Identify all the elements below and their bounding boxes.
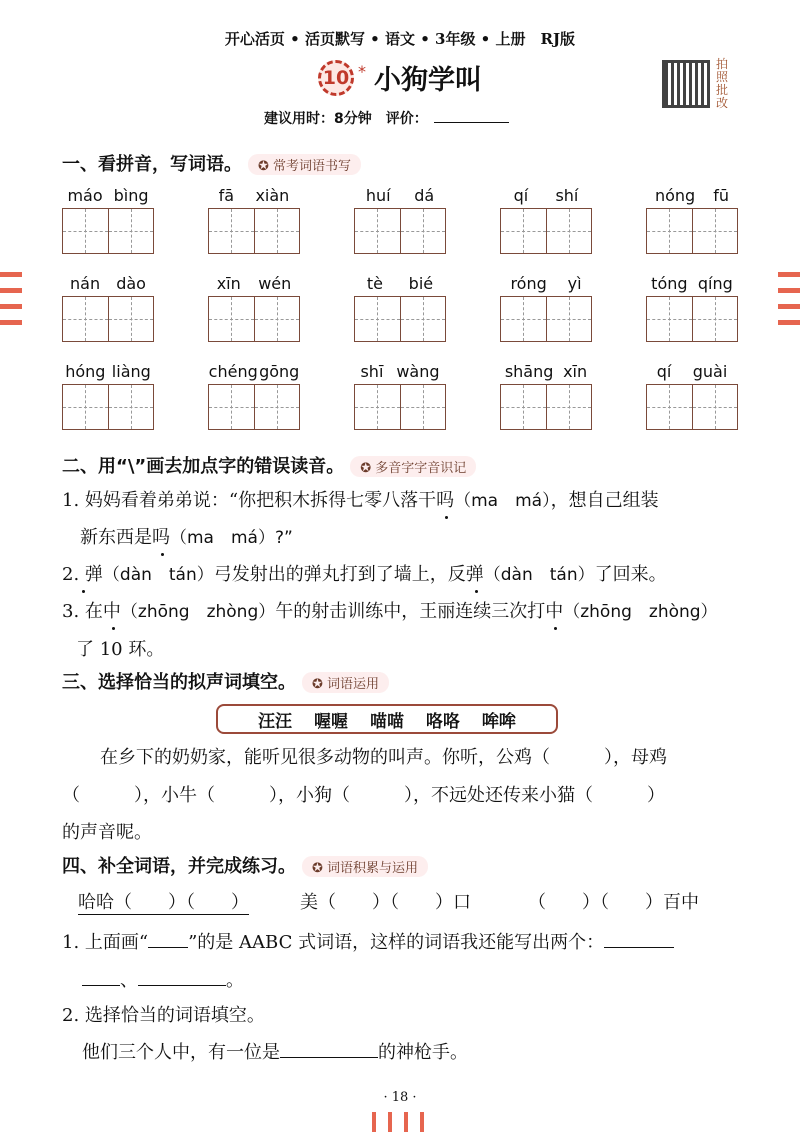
- word-box[interactable]: [500, 274, 592, 342]
- tian-cell[interactable]: [401, 385, 446, 429]
- bank-word: 汪汪: [258, 711, 292, 732]
- tian-cell[interactable]: [109, 385, 154, 429]
- answer-blank[interactable]: [280, 1057, 378, 1058]
- question-4-2: 2. 选择恰当的词语填空。: [62, 1005, 265, 1026]
- question-4-1: 1. 上面画“ ”的是 AABC 式词语，这样的词语我还能写出两个：: [62, 928, 674, 954]
- bottom-mark: [404, 1112, 408, 1132]
- pinyin-choice[interactable]: （dàn tán）: [483, 565, 595, 585]
- tian-cell[interactable]: [693, 385, 738, 429]
- pinyin: chéng gōng: [208, 362, 300, 381]
- page-number: · 18 ·: [383, 1090, 417, 1105]
- bank-word: 哞哞: [482, 711, 516, 732]
- writing-grid[interactable]: [646, 208, 738, 254]
- tian-cell[interactable]: [647, 385, 693, 429]
- dotted-char: 中: [545, 597, 563, 623]
- question-2-1-cont: 新东西是吗（ma má）?”: [80, 523, 293, 549]
- answer-blank[interactable]: [604, 947, 674, 948]
- tian-cell[interactable]: [501, 385, 547, 429]
- dotted-char: 吗: [152, 523, 170, 549]
- writing-grid[interactable]: [208, 384, 300, 430]
- word-box[interactable]: [354, 362, 446, 430]
- writing-grid[interactable]: [354, 208, 446, 254]
- section2-heading: [62, 452, 476, 478]
- qr-code-icon[interactable]: [662, 60, 710, 108]
- section-title: 一、看拼音，写词语。: [62, 154, 242, 175]
- pinyin: róng yì: [510, 274, 582, 293]
- time-evaluation: [264, 108, 509, 128]
- side-mark: [0, 304, 22, 309]
- time-label: 建议用时：8分钟 评价：: [264, 111, 428, 127]
- side-mark: [778, 320, 800, 325]
- writing-grid[interactable]: [500, 384, 592, 430]
- tian-cell[interactable]: [547, 209, 592, 253]
- tian-cell[interactable]: [547, 385, 592, 429]
- lesson-number-badge: 10: [318, 60, 354, 96]
- section-title: 三、选择恰当的拟声词填空。: [62, 672, 296, 693]
- question-4-1-cont: 、 。: [82, 966, 244, 992]
- tian-cell[interactable]: [693, 297, 738, 341]
- question-2-3: 3. 在中（zhōng zhòng）午的射击训练中，王丽连续三次打中（zhōng zhòng） 了 10 环。: [62, 597, 762, 661]
- bank-word: 喔喔: [314, 711, 348, 732]
- bottom-mark: [388, 1112, 392, 1132]
- passage-line: 的声音呢。: [62, 822, 152, 843]
- word-box[interactable]: [646, 186, 738, 254]
- pinyin: qí shí: [513, 186, 579, 205]
- word-bank: [216, 704, 558, 734]
- pinyin-choice[interactable]: （ma má）?”: [170, 528, 293, 548]
- section3-heading: [62, 668, 389, 694]
- dotted-char: 2. 弹: [62, 560, 103, 586]
- word-box[interactable]: [208, 362, 300, 430]
- writing-grid[interactable]: [62, 208, 154, 254]
- qr-caption: 拍照批改: [716, 57, 729, 110]
- answer-blank[interactable]: [82, 985, 120, 986]
- pinyin: nán dào: [70, 274, 146, 293]
- idiom-blank[interactable]: 美（ ）（ ）口: [300, 892, 471, 913]
- word-box[interactable]: [62, 362, 154, 430]
- section-tag: ✪ 常考词语书写: [248, 154, 361, 175]
- writing-grid[interactable]: [500, 208, 592, 254]
- word-box[interactable]: [354, 274, 446, 342]
- pinyin: máo bìng: [67, 186, 149, 205]
- side-mark: [0, 288, 22, 293]
- bottom-mark: [372, 1112, 376, 1132]
- word-box[interactable]: [208, 274, 300, 342]
- writing-grid[interactable]: [500, 296, 592, 342]
- writing-grid[interactable]: [208, 296, 300, 342]
- tian-cell[interactable]: [355, 385, 401, 429]
- question-2-1: 1. 妈妈看着弟弟说：“你把积木拆得七零八落干吗（ma má），想自己组装: [62, 486, 659, 512]
- side-mark: [0, 320, 22, 325]
- tian-cell[interactable]: [63, 297, 109, 341]
- pinyin-choice[interactable]: （zhōng zhòng）: [563, 602, 718, 622]
- writing-grid[interactable]: [62, 296, 154, 342]
- tian-cell[interactable]: [209, 297, 255, 341]
- tian-cell[interactable]: [63, 209, 109, 253]
- pinyin-choice[interactable]: （zhōng zhòng）: [120, 602, 276, 622]
- section4-heading: [62, 852, 428, 878]
- pinyin: qí guài: [656, 362, 728, 381]
- tian-cell[interactable]: [109, 297, 154, 341]
- mark-blank: [148, 947, 188, 948]
- pinyin: nóng fū: [654, 186, 729, 205]
- tian-cell[interactable]: [355, 297, 401, 341]
- writing-grid[interactable]: [646, 384, 738, 430]
- section-tag: ✪ 词语运用: [302, 672, 389, 693]
- tian-cell[interactable]: [255, 209, 300, 253]
- word-box[interactable]: [208, 186, 300, 254]
- word-box[interactable]: [62, 186, 154, 254]
- tian-cell[interactable]: [255, 385, 300, 429]
- passage-line: （ ），小牛（ ），小狗（ ），不远处还传来小猫（ ）: [62, 785, 665, 806]
- series-header: 开心活页 • 活页默写 • 语文 • 3年级 • 上册 RJ版: [224, 30, 576, 48]
- writing-grid[interactable]: [354, 296, 446, 342]
- evaluation-blank[interactable]: [434, 122, 509, 123]
- word-box[interactable]: [500, 362, 592, 430]
- pinyin: tè bié: [366, 274, 434, 293]
- dotted-char: 弹: [466, 560, 484, 586]
- pinyin: shī wàng: [360, 362, 440, 381]
- word-box[interactable]: [354, 186, 446, 254]
- word-box[interactable]: [500, 186, 592, 254]
- bank-word: 咯咯: [426, 711, 460, 732]
- star-mark: *: [358, 62, 366, 81]
- pinyin-choice[interactable]: （dàn tán）: [102, 565, 214, 585]
- answer-blank[interactable]: [138, 985, 226, 986]
- section1-heading: [62, 150, 361, 176]
- tian-cell[interactable]: [501, 297, 547, 341]
- tian-cell[interactable]: [109, 209, 154, 253]
- pinyin: tóng qíng: [651, 274, 733, 293]
- idiom-aabc[interactable]: 哈哈（ ）（ ）: [78, 888, 249, 915]
- word-box[interactable]: [646, 362, 738, 430]
- side-mark: [0, 272, 22, 277]
- bank-word: 喵喵: [370, 711, 404, 732]
- pinyin: hóng liàng: [65, 362, 151, 381]
- idiom-blank[interactable]: （ ）（ ）百中: [528, 892, 699, 913]
- pinyin: xīn wén: [216, 274, 292, 293]
- tian-cell[interactable]: [647, 297, 693, 341]
- tian-cell[interactable]: [255, 297, 300, 341]
- section-title: 二、用“\”画去加点字的错误读音。: [62, 456, 345, 477]
- section-tag: ✪ 词语积累与运用: [302, 856, 428, 877]
- writing-grid[interactable]: [646, 296, 738, 342]
- side-mark: [778, 272, 800, 277]
- writing-grid[interactable]: [208, 208, 300, 254]
- pinyin: huí dá: [365, 186, 435, 205]
- section-tag: ✪ 多音字字音识记: [350, 456, 476, 477]
- tian-cell[interactable]: [63, 385, 109, 429]
- tian-cell[interactable]: [501, 209, 547, 253]
- section-title: 四、补全词语，并完成练习。: [62, 856, 296, 877]
- lesson-name: 小狗学叫: [374, 65, 482, 96]
- dotted-char: 中: [103, 597, 121, 623]
- tian-cell[interactable]: [647, 209, 693, 253]
- question-2-2: 2. 弹（dàn tán）弓发射出的弹丸打到了墙上，反弹（dàn tán）了回来。: [62, 560, 667, 586]
- side-mark: [778, 288, 800, 293]
- writing-grid[interactable]: [62, 384, 154, 430]
- tian-cell[interactable]: [209, 385, 255, 429]
- pinyin: shāng xīn: [504, 362, 588, 381]
- passage-line: 在乡下的奶奶家，能听见很多动物的叫声。你听，公鸡（ ），母鸡: [100, 747, 667, 768]
- dotted-char: 吗: [436, 486, 454, 512]
- tian-cell[interactable]: [401, 209, 446, 253]
- writing-grid[interactable]: [354, 384, 446, 430]
- word-box[interactable]: [646, 274, 738, 342]
- pinyin: fā xiàn: [218, 186, 290, 205]
- tian-cell[interactable]: [693, 209, 738, 253]
- tian-cell[interactable]: [401, 297, 446, 341]
- bottom-mark: [420, 1112, 424, 1132]
- pinyin-choice[interactable]: （ma má）: [454, 491, 551, 511]
- tian-cell[interactable]: [547, 297, 592, 341]
- tian-cell[interactable]: [209, 209, 255, 253]
- word-box[interactable]: [62, 274, 154, 342]
- lesson-title: [318, 58, 482, 97]
- tian-cell[interactable]: [355, 209, 401, 253]
- side-mark: [778, 304, 800, 309]
- question-4-2-sentence: 他们三个人中，有一位是 的神枪手。: [82, 1042, 468, 1063]
